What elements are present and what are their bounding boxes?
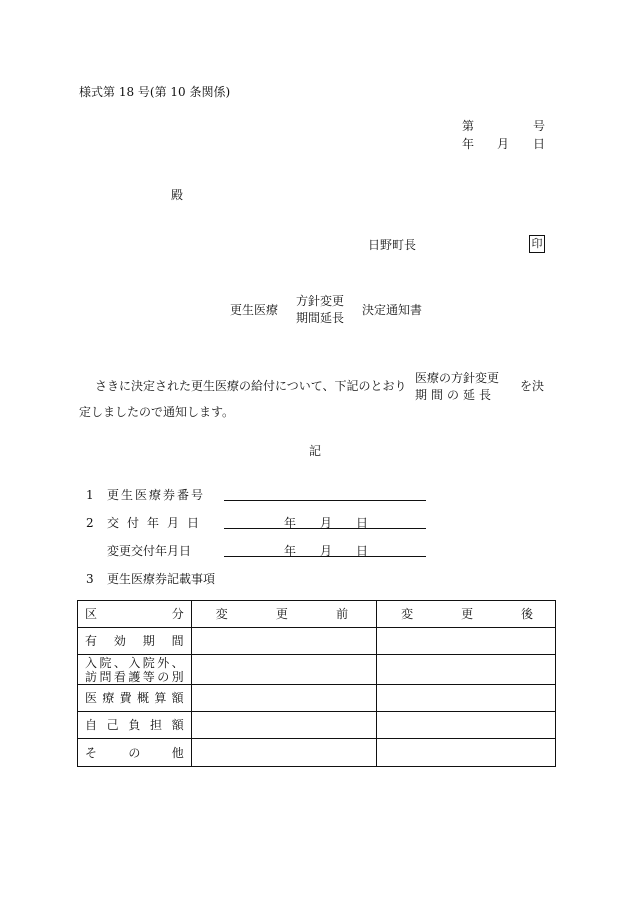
record-heading: 記	[309, 444, 322, 458]
title-option-policy-change: 方針変更	[296, 294, 345, 308]
row-label-char: 入	[128, 655, 141, 670]
cell-after	[377, 628, 556, 655]
cell-before	[191, 685, 376, 712]
item2-label	[107, 516, 199, 530]
row-label-char: 別	[171, 669, 184, 684]
item2-day: 日	[356, 516, 369, 530]
item2b-month: 月	[320, 544, 333, 558]
addressee-honorific: 殿	[171, 188, 184, 202]
cell-before	[191, 628, 376, 655]
row-label-char: そ	[85, 745, 98, 760]
row-label-char: 等	[142, 669, 155, 684]
item2-fill-line	[224, 528, 426, 529]
cell-after	[377, 739, 556, 767]
item2-label-char: 年	[147, 516, 160, 530]
seal-mark: 印	[529, 235, 545, 253]
table-row	[78, 655, 556, 685]
header-char: 区	[85, 607, 98, 621]
row-label-char: 期	[142, 634, 155, 648]
item2b-year: 年	[284, 544, 297, 558]
item2-year: 年	[284, 516, 297, 530]
document-number-prefix: 第	[462, 119, 475, 133]
item2-label-char: 交	[107, 516, 120, 530]
row-label-char: 有	[85, 634, 98, 648]
item3-number: 3	[86, 572, 94, 586]
row-label-char: 、	[113, 655, 126, 670]
date-month-label: 月	[497, 137, 510, 151]
item2-label-char: 月	[167, 516, 180, 530]
body-option-period-extension: 期間の延長	[415, 388, 496, 402]
cell-before	[191, 655, 376, 685]
issuer-name: 日野町長	[368, 238, 417, 252]
row-label-char: 負	[128, 718, 141, 732]
row-label-char: 効	[113, 634, 126, 648]
header-category	[78, 601, 192, 628]
cell-before	[191, 712, 376, 739]
row-label-char: 院	[142, 655, 155, 670]
row-label-char: 概	[136, 691, 149, 705]
row-label-char: の	[157, 669, 170, 684]
title-suffix: 決定通知書	[362, 303, 423, 317]
header-char: 変	[401, 607, 414, 621]
row-label-char: 入	[85, 655, 98, 670]
row-label-char: 外	[157, 655, 170, 670]
row-label-char: 看	[113, 669, 126, 684]
cell-after	[377, 655, 556, 685]
row-label-char: 額	[171, 718, 184, 732]
cell-after	[377, 712, 556, 739]
body-text-line2: 定しましたので通知します。	[79, 405, 235, 419]
item2b-label: 変更交付年月日	[107, 544, 192, 558]
row-label-char: 医	[85, 691, 98, 705]
cell-before	[191, 739, 376, 767]
row-label-char: 額	[171, 691, 184, 705]
date-year-label: 年	[462, 137, 475, 151]
form-number: 様式第 18 号(第 10 条関係)	[79, 85, 231, 99]
row-label-char: 院	[99, 655, 112, 670]
row-label-care-type	[78, 655, 192, 685]
item1-number: 1	[86, 488, 94, 502]
header-char: 変	[215, 607, 228, 621]
header-char: 更	[461, 607, 474, 621]
table-header-row	[78, 601, 556, 628]
item2-number: 2	[86, 516, 94, 530]
item2b-day: 日	[356, 544, 369, 558]
row-label-char: 費	[119, 691, 132, 705]
row-label-char: 算	[154, 691, 167, 705]
title-prefix: 更生医療	[230, 303, 279, 317]
title-option-period-extension: 期間延長	[296, 311, 345, 325]
row-label-char: 他	[171, 745, 184, 760]
row-label-estimated-cost	[78, 685, 192, 712]
document-number-suffix: 号	[533, 119, 546, 133]
header-after-change	[377, 601, 556, 628]
table-row	[78, 712, 556, 739]
body-option-policy-change: 医療の方針変更	[415, 371, 500, 385]
header-char: 更	[275, 607, 288, 621]
date-day-label: 日	[533, 137, 546, 151]
row-label-char: 自	[85, 718, 98, 732]
row-label-validity-period	[78, 628, 192, 655]
body-text-line1: さきに決定された更生医療の給付について、下記のとおり	[95, 379, 407, 393]
row-label-char: 、	[171, 655, 184, 670]
table-row	[78, 739, 556, 767]
item1-label: 更生医療券番号	[107, 488, 206, 502]
item3-label: 更生医療券記載事項	[107, 572, 216, 586]
row-label-char: 護	[128, 669, 141, 684]
header-char: 後	[520, 607, 533, 621]
body-text-line1-end: を決	[520, 379, 545, 393]
item2-label-char: 付	[127, 516, 140, 530]
row-label-char: 間	[171, 634, 184, 648]
table-row	[78, 685, 556, 712]
row-label-char: 己	[106, 718, 119, 732]
header-char: 前	[336, 607, 349, 621]
row-label-copayment	[78, 712, 192, 739]
header-char: 分	[171, 607, 184, 621]
row-label-char: 問	[99, 669, 112, 684]
cell-after	[377, 685, 556, 712]
item2-month: 月	[320, 516, 333, 530]
row-label-other	[78, 739, 192, 767]
row-label-char: 担	[150, 718, 163, 732]
row-label-char: 訪	[85, 669, 98, 684]
header-before-change	[191, 601, 376, 628]
row-label-char: の	[128, 745, 141, 760]
item2-label-char: 日	[187, 516, 200, 530]
item2b-fill-line	[224, 556, 426, 557]
table-row	[78, 628, 556, 655]
item1-fill-line	[224, 500, 426, 501]
row-label-char: 療	[102, 691, 115, 705]
medical-ticket-details-table	[77, 600, 556, 767]
